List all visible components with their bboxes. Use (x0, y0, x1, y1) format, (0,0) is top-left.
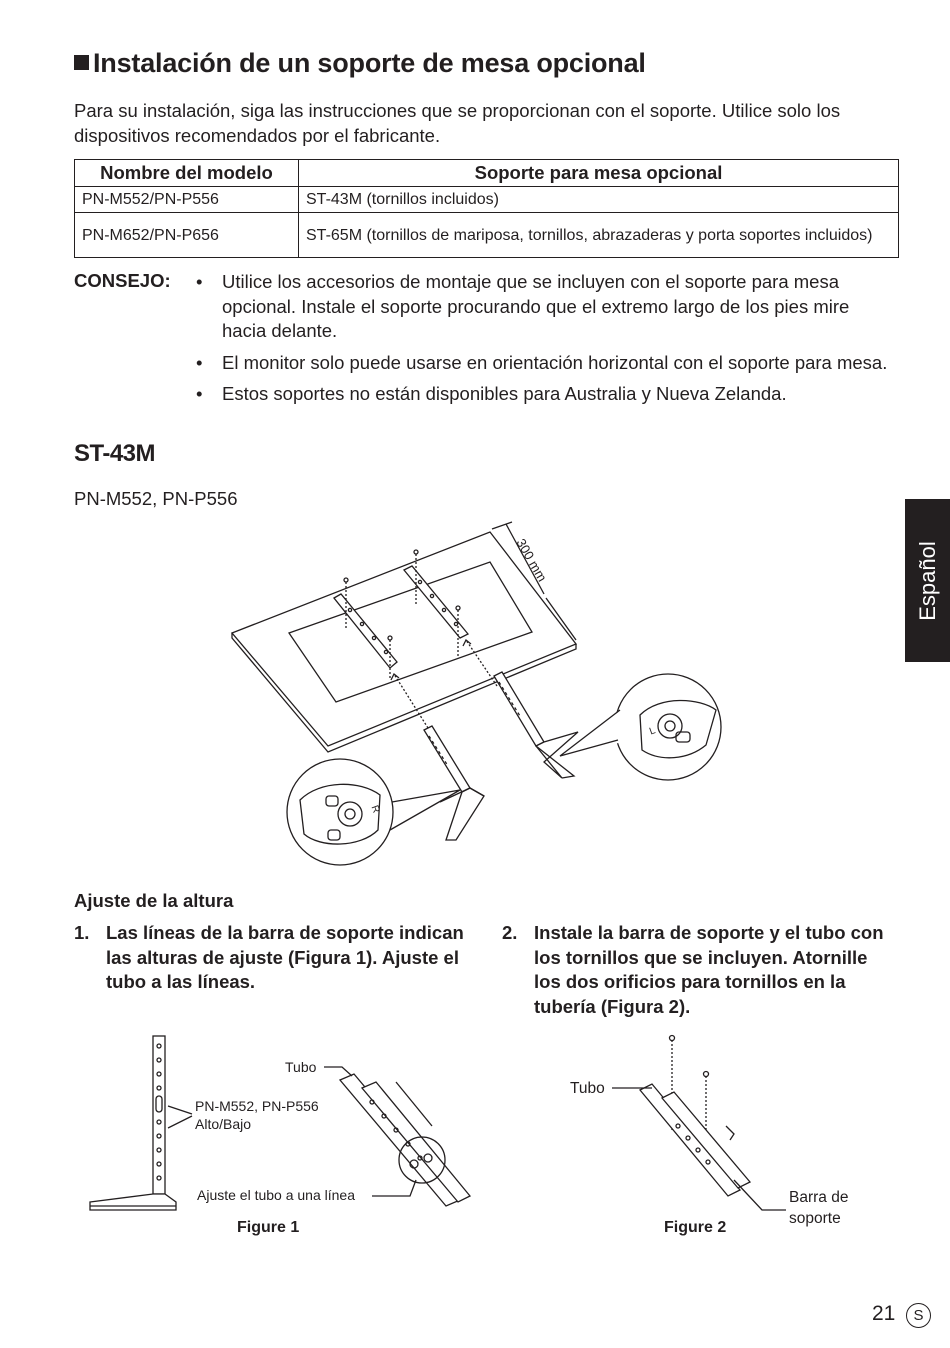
intro-paragraph: Para su instalación, siga las instrucciones que se proporcionan con el soporte. Utilice solo los dispositivos recomendados por el fabricante. (74, 100, 841, 146)
square-bullet-icon (74, 55, 89, 70)
tip-label: CONSEJO: (74, 270, 171, 291)
bullet-icon: • (196, 271, 203, 292)
page-title: Instalación de un soporte de mesa opcional (74, 48, 646, 79)
figure2-tube-label: Tubo (570, 1080, 605, 1097)
figure1-adjust-label: Ajuste el tubo a una línea (197, 1187, 356, 1203)
list-item: • El monitor solo puede usarse en orientación horizontal con el soporte para mesa. (194, 351, 894, 376)
page-number: 21 (872, 1302, 896, 1325)
language-tab-label: Español (914, 540, 940, 621)
foot-mark-left: R (368, 804, 382, 815)
table-cell: PN-M552/PN-P556 (75, 187, 299, 213)
bullet-icon: • (196, 383, 203, 404)
table-row (75, 213, 899, 258)
stand-table (74, 159, 899, 258)
magnifier-right (615, 674, 721, 780)
section-title: ST-43M (74, 440, 156, 467)
figure1-models: PN-M552, PN-P556 (195, 1098, 319, 1114)
list-item: • Estos soportes no están disponibles para Australia y Nueva Zelanda. (194, 382, 894, 407)
table-header-row (75, 160, 899, 187)
foot-mark-right: L (648, 725, 658, 738)
table-header: Nombre del modelo (75, 160, 299, 187)
figure1-tube-label: Tubo (285, 1059, 317, 1075)
figure1-caption: Figure 1 (237, 1219, 300, 1236)
tip-list (194, 270, 894, 414)
table-cell: ST-43M (tornillos incluidos) (299, 187, 899, 213)
dimension-label: 300 mm (513, 536, 550, 585)
step-text: Las líneas de la barra de soporte indican las alturas de ajuste (Figura 1). Ajuste el tubo a las líneas. (106, 922, 464, 992)
step-text: Instale la barra de soporte y el tubo con los tornillos que se incluyen. Atornille los dos orificios para tornillos en la tubería (Figura 2). (534, 922, 884, 1017)
height-adjust-title: Ajuste de la altura (74, 890, 234, 911)
figure2-bar-label-line1: Barra de (789, 1189, 849, 1206)
step-1 (74, 921, 474, 1021)
step-2 (502, 921, 902, 1021)
step-number: 2. (502, 922, 518, 943)
bullet-icon: • (196, 351, 203, 373)
step-number: 1. (74, 922, 90, 943)
figure-2-illustration (600, 1030, 780, 1210)
figure2-caption: Figure 2 (664, 1219, 727, 1236)
table-header: Soporte para mesa opcional (299, 160, 899, 187)
table-row (75, 187, 899, 213)
table-cell: ST-65M (tornillos de mariposa, tornillos, abrazaderas y porta soportes incluidos) (299, 213, 899, 258)
table-cell: PN-M652/PN-P656 (75, 213, 299, 258)
section-models: PN-M552, PN-P556 (74, 488, 238, 509)
stand-installation-diagram (0, 510, 950, 890)
stand-right (494, 672, 544, 746)
stand-left (424, 726, 470, 792)
language-mark-icon: S (906, 1303, 931, 1328)
figure2-bar-label-line2: soporte (789, 1210, 841, 1227)
list-item: • Utilice los accesorios de montaje que se incluyen con el soporte para mesa opcional. Instale el soporte procurando que el extremo largo de los pies mire hacia delante. (196, 271, 850, 341)
figure1-high-low: Alto/Bajo (195, 1116, 252, 1132)
